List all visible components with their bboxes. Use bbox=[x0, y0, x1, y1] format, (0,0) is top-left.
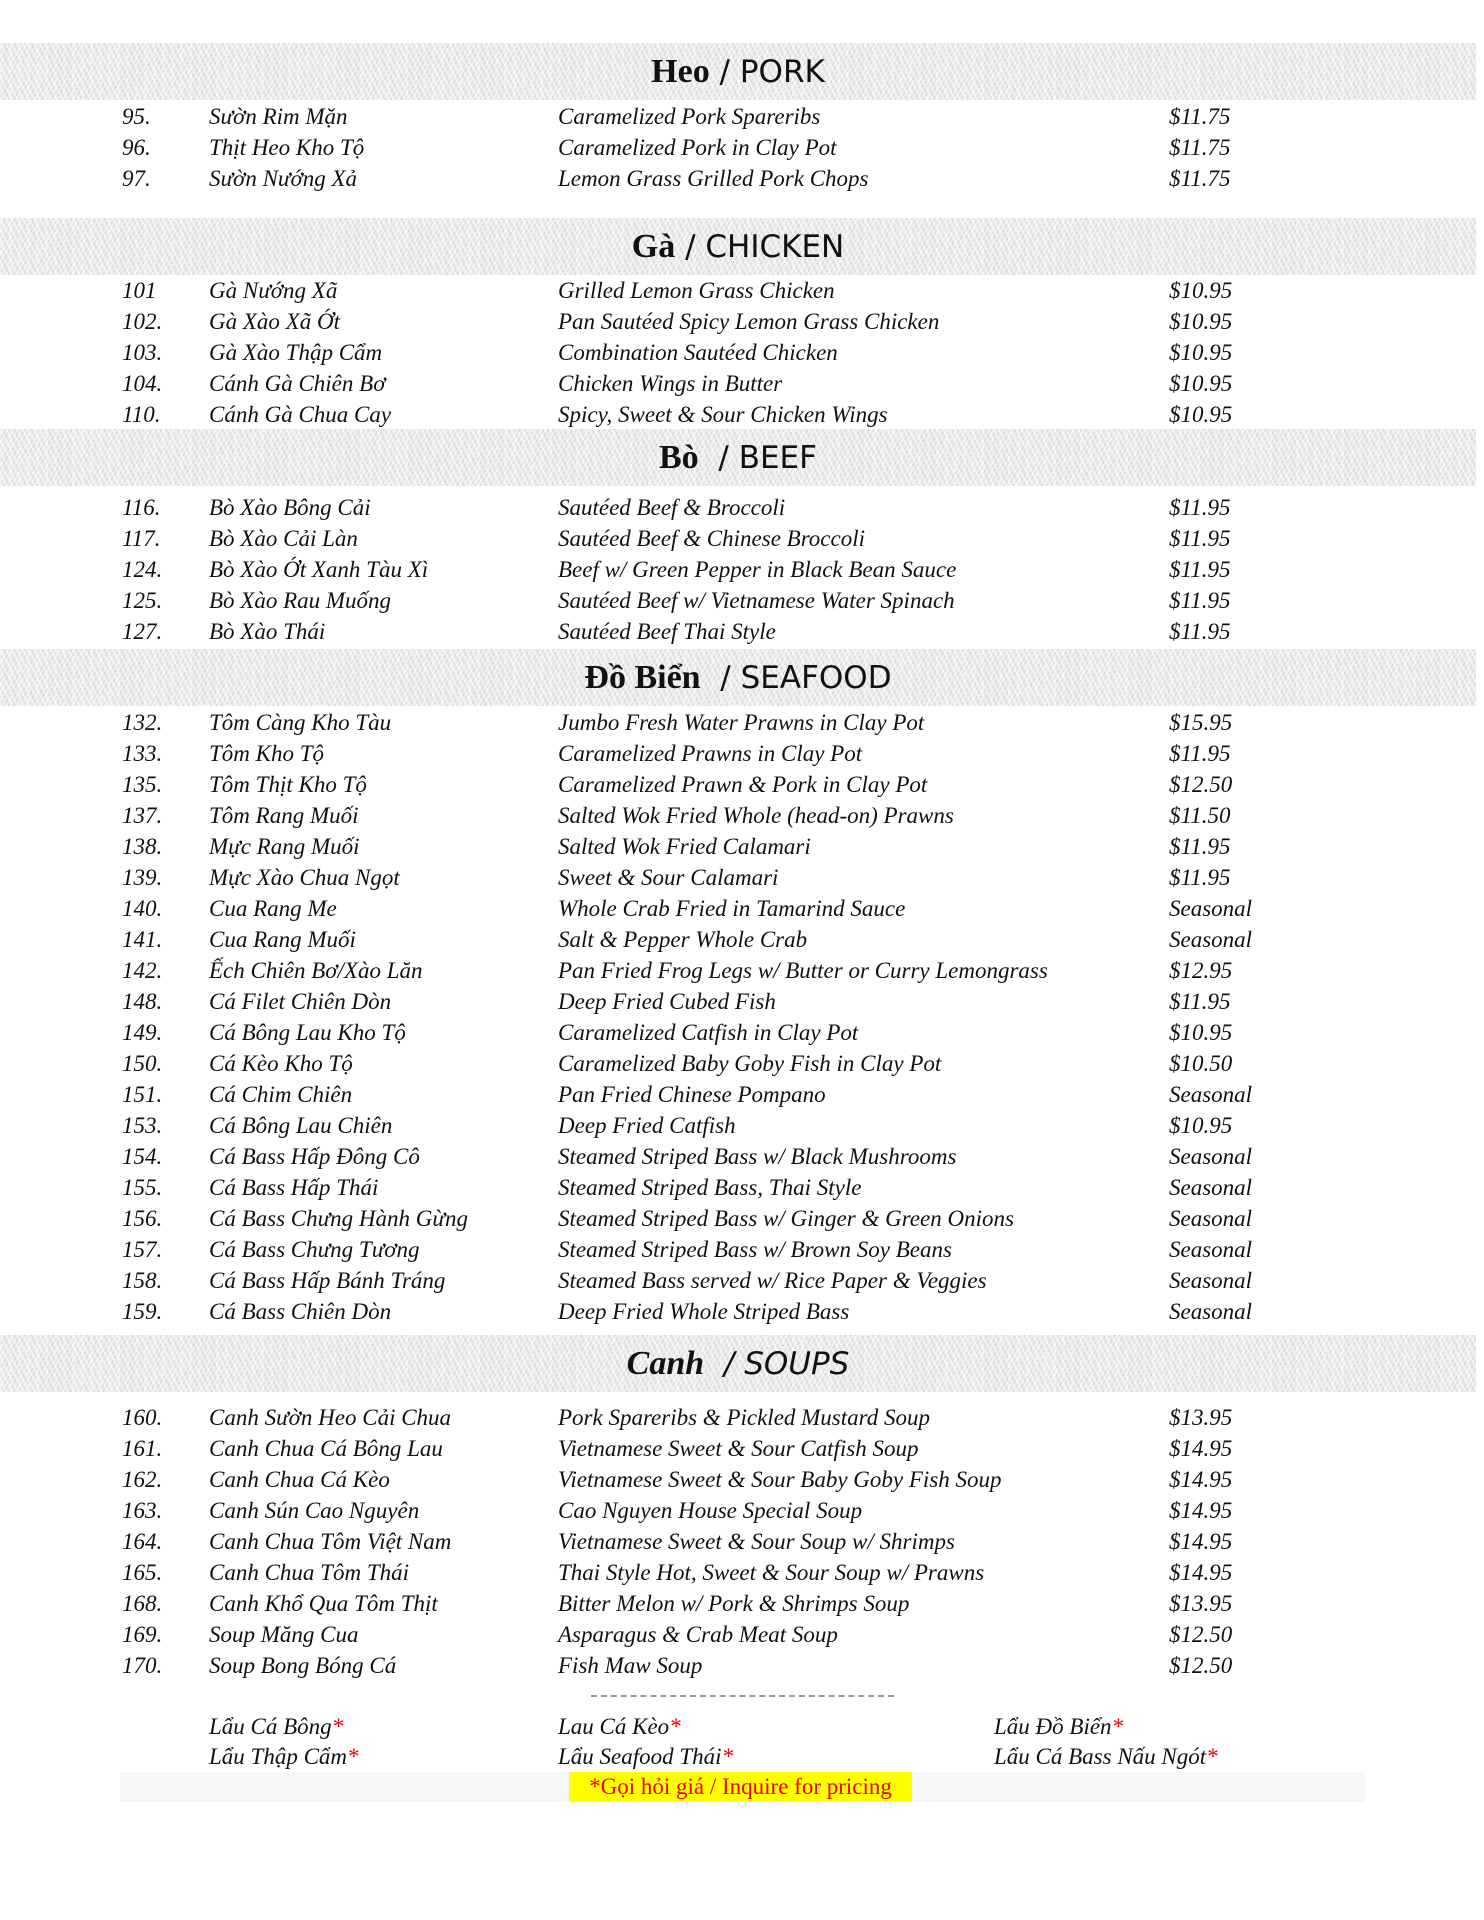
item-number: 125. bbox=[122, 588, 163, 613]
menu-item bbox=[0, 1557, 1484, 1588]
item-name-en: Thai Style Hot, Sweet & Sour Soup w/ Prawns bbox=[558, 1560, 985, 1585]
menu-item bbox=[0, 616, 1484, 647]
asterisk: * bbox=[721, 1744, 734, 1769]
hotpot-item bbox=[994, 1712, 1123, 1742]
item-name-en: Caramelized Pork in Clay Pot bbox=[558, 135, 837, 160]
item-price: $12.50 bbox=[1169, 1653, 1233, 1678]
hotpot-name: Lẩu Cá Bass Nấu Ngót bbox=[994, 1744, 1207, 1769]
menu-item bbox=[0, 399, 1484, 430]
section-title-sep: / bbox=[700, 659, 741, 696]
item-name-vi: Gà Nướng Xã bbox=[209, 278, 338, 303]
item-price: $10.95 bbox=[1169, 1020, 1233, 1045]
item-name-en: Steamed Striped Bass w/ Brown Soy Beans bbox=[558, 1237, 952, 1262]
menu-item bbox=[0, 1650, 1484, 1681]
item-number: 101 bbox=[122, 278, 157, 303]
item-name-vi: Cá Chim Chiên bbox=[209, 1082, 353, 1107]
item-name-en: Whole Crab Fried in Tamarind Sauce bbox=[558, 896, 906, 921]
menu-item bbox=[0, 1464, 1484, 1495]
menu-item bbox=[0, 1079, 1484, 1110]
item-name-en: Spicy, Sweet & Sour Chicken Wings bbox=[558, 402, 888, 427]
item-name-vi: Mực Rang Muối bbox=[209, 834, 360, 859]
menu-item bbox=[0, 707, 1484, 738]
item-name-en: Asparagus & Crab Meat Soup bbox=[558, 1622, 838, 1647]
section-title-vi: Gà bbox=[631, 227, 676, 265]
section-title-vi: Đồ Biển bbox=[584, 658, 701, 696]
item-number: 103. bbox=[122, 340, 163, 365]
item-price: $10.95 bbox=[1169, 371, 1233, 396]
item-price: $12.95 bbox=[1169, 958, 1233, 983]
menu-item bbox=[0, 1265, 1484, 1296]
item-name-vi: Cánh Gà Chua Cay bbox=[209, 402, 392, 427]
menu-item bbox=[0, 337, 1484, 368]
item-name-vi: Gà Xào Xã Ớt bbox=[209, 309, 340, 334]
section-header bbox=[0, 429, 1476, 486]
menu-item bbox=[0, 1172, 1484, 1203]
menu-item bbox=[0, 1588, 1484, 1619]
item-number: 148. bbox=[122, 989, 163, 1014]
item-name-en: Steamed Striped Bass w/ Ginger & Green Onions bbox=[558, 1206, 1014, 1231]
item-price: $12.50 bbox=[1169, 1622, 1233, 1647]
hotpot-item bbox=[209, 1712, 343, 1742]
hotpot-name: Lẩu Cá Bông bbox=[209, 1714, 332, 1739]
item-price: $12.50 bbox=[1169, 772, 1233, 797]
section-header bbox=[0, 649, 1476, 706]
section-title-sep: / bbox=[675, 228, 706, 265]
item-number: 127. bbox=[122, 619, 163, 644]
item-name-en: Bitter Melon w/ Pork & Shrimps Soup bbox=[558, 1591, 910, 1616]
section-items bbox=[0, 275, 1484, 430]
menu-item bbox=[0, 924, 1484, 955]
pricing-note: *Gọi hỏi giá / Inquire for pricing bbox=[569, 1772, 912, 1802]
item-name-vi: Tôm Rang Muối bbox=[209, 803, 359, 828]
section-title-sep: / bbox=[704, 1345, 745, 1382]
item-name-en: Sautéed Beef & Chinese Broccoli bbox=[558, 526, 865, 551]
asterisk: * bbox=[331, 1714, 344, 1739]
menu-item bbox=[0, 1619, 1484, 1650]
asterisk: * bbox=[1206, 1744, 1218, 1769]
item-name-vi: Cá Bông Lau Chiên bbox=[209, 1113, 393, 1138]
item-number: 104. bbox=[122, 371, 163, 396]
item-name-vi: Cá Kèo Kho Tộ bbox=[209, 1051, 353, 1076]
menu-item bbox=[0, 492, 1484, 523]
item-price: Seasonal bbox=[1169, 896, 1253, 921]
item-number: 154. bbox=[122, 1144, 163, 1169]
item-number: 161. bbox=[122, 1436, 163, 1461]
section-header bbox=[0, 218, 1476, 275]
item-name-vi: Ếch Chiên Bơ/Xào Lăn bbox=[209, 958, 423, 983]
hotpot-name: Lẩu Thập Cẩm bbox=[209, 1744, 348, 1769]
item-name-en: Deep Fried Whole Striped Bass bbox=[558, 1299, 850, 1324]
item-name-en: Cao Nguyen House Special Soup bbox=[558, 1498, 863, 1523]
item-number: 102. bbox=[122, 309, 163, 334]
hotpot-name: Lau Cá Kèo bbox=[558, 1714, 670, 1739]
item-number: 164. bbox=[122, 1529, 163, 1554]
item-price: $10.50 bbox=[1169, 1051, 1233, 1076]
menu-item bbox=[0, 893, 1484, 924]
item-price: $14.95 bbox=[1169, 1436, 1233, 1461]
asterisk: * bbox=[1111, 1714, 1124, 1739]
item-number: 158. bbox=[122, 1268, 163, 1293]
item-name-en: Caramelized Catfish in Clay Pot bbox=[558, 1020, 859, 1045]
item-number: 151. bbox=[122, 1082, 163, 1107]
item-number: 162. bbox=[122, 1467, 163, 1492]
menu-item bbox=[0, 1048, 1484, 1079]
item-name-vi: Cua Rang Muối bbox=[209, 927, 356, 952]
item-price: $14.95 bbox=[1169, 1467, 1233, 1492]
divider bbox=[591, 1695, 894, 1697]
item-number: 137. bbox=[122, 803, 163, 828]
section-title-vi: Bò bbox=[659, 438, 699, 476]
item-name-en: Vietnamese Sweet & Sour Catfish Soup bbox=[558, 1436, 919, 1461]
item-price: $13.95 bbox=[1169, 1405, 1233, 1430]
item-price: $11.95 bbox=[1169, 588, 1231, 613]
item-name-en: Caramelized Baby Goby Fish in Clay Pot bbox=[558, 1051, 942, 1076]
item-name-vi: Cá Bass Chưng Tương bbox=[209, 1237, 420, 1262]
item-name-en: Deep Fried Catfish bbox=[558, 1113, 736, 1138]
item-name-en: Sautéed Beef Thai Style bbox=[558, 619, 776, 644]
item-name-en: Pan Fried Frog Legs w/ Butter or Curry Lemongrass bbox=[558, 958, 1048, 983]
item-name-en: Caramelized Prawns in Clay Pot bbox=[558, 741, 863, 766]
item-name-vi: Bò Xào Bông Cải bbox=[209, 495, 371, 520]
menu-item bbox=[0, 1110, 1484, 1141]
item-number: 160. bbox=[122, 1405, 163, 1430]
item-number: 163. bbox=[122, 1498, 163, 1523]
item-name-vi: Canh Chua Tôm Thái bbox=[209, 1560, 410, 1585]
item-name-vi: Bò Xào Cải Làn bbox=[209, 526, 358, 551]
section-items bbox=[0, 101, 1484, 194]
item-name-en: Jumbo Fresh Water Prawns in Clay Pot bbox=[558, 710, 925, 735]
item-name-vi: Gà Xào Thập Cẩm bbox=[209, 340, 383, 365]
item-number: 135. bbox=[122, 772, 163, 797]
item-price: $14.95 bbox=[1169, 1498, 1233, 1523]
item-name-vi: Canh Sún Cao Nguyên bbox=[209, 1498, 420, 1523]
item-number: 133. bbox=[122, 741, 163, 766]
item-name-en: Beef w/ Green Pepper in Black Bean Sauce bbox=[558, 557, 957, 582]
menu-item bbox=[0, 1234, 1484, 1265]
item-name-en: Lemon Grass Grilled Pork Chops bbox=[558, 166, 869, 191]
menu-item bbox=[0, 554, 1484, 585]
menu-item bbox=[0, 986, 1484, 1017]
item-number: 124. bbox=[122, 557, 163, 582]
section-title-en: SOUPS bbox=[744, 1345, 850, 1382]
section-items bbox=[0, 492, 1484, 647]
item-name-vi: Thịt Heo Kho Tộ bbox=[209, 135, 365, 160]
item-price: $10.95 bbox=[1169, 309, 1233, 334]
section-title bbox=[584, 659, 891, 697]
item-name-en: Deep Fried Cubed Fish bbox=[558, 989, 776, 1014]
menu-item bbox=[0, 1402, 1484, 1433]
section-title bbox=[627, 1345, 850, 1383]
item-number: 153. bbox=[122, 1113, 163, 1138]
item-number: 156. bbox=[122, 1206, 163, 1231]
item-name-vi: Sườn Rim Mặn bbox=[209, 104, 348, 129]
item-price: $14.95 bbox=[1169, 1529, 1233, 1554]
item-price: $11.95 bbox=[1169, 557, 1231, 582]
item-number: 110. bbox=[122, 402, 161, 427]
item-number: 97. bbox=[122, 166, 151, 191]
item-name-en: Combination Sautéed Chicken bbox=[558, 340, 838, 365]
item-price: $11.95 bbox=[1169, 526, 1231, 551]
item-name-vi: Canh Chua Tôm Việt Nam bbox=[209, 1529, 452, 1554]
item-name-vi: Bò Xào Thái bbox=[209, 619, 326, 644]
item-name-en: Pan Fried Chinese Pompano bbox=[558, 1082, 826, 1107]
item-number: 96. bbox=[122, 135, 151, 160]
menu-item bbox=[0, 1433, 1484, 1464]
section-title-vi: Canh bbox=[626, 1344, 705, 1382]
item-name-en: Grilled Lemon Grass Chicken bbox=[558, 278, 835, 303]
section-header bbox=[0, 43, 1476, 100]
item-price: $13.95 bbox=[1169, 1591, 1233, 1616]
item-name-vi: Soup Bong Bóng Cá bbox=[209, 1653, 397, 1678]
item-number: 141. bbox=[122, 927, 163, 952]
item-name-en: Salted Wok Fried Calamari bbox=[558, 834, 811, 859]
item-name-vi: Canh Sườn Heo Cải Chua bbox=[209, 1405, 452, 1430]
hotpot-item bbox=[994, 1742, 1218, 1772]
item-price: $11.95 bbox=[1169, 834, 1231, 859]
item-price: Seasonal bbox=[1169, 1175, 1253, 1200]
hotpot-name: Lẩu Seafood Thái bbox=[558, 1744, 722, 1769]
item-price: $11.95 bbox=[1169, 495, 1231, 520]
item-name-en: Sautéed Beef & Broccoli bbox=[558, 495, 786, 520]
item-price: $11.95 bbox=[1169, 741, 1231, 766]
item-name-vi: Mực Xào Chua Ngọt bbox=[209, 865, 400, 890]
item-name-vi: Cá Bass Hấp Thái bbox=[209, 1175, 379, 1200]
item-price: $15.95 bbox=[1169, 710, 1233, 735]
item-name-vi: Bò Xào Rau Muống bbox=[209, 588, 392, 613]
hotpot-item bbox=[558, 1742, 733, 1772]
item-number: 168. bbox=[122, 1591, 163, 1616]
hotpot-item bbox=[209, 1742, 359, 1772]
item-name-vi: Soup Măng Cua bbox=[209, 1622, 359, 1647]
section-items bbox=[0, 707, 1484, 1327]
item-name-en: Steamed Striped Bass, Thai Style bbox=[558, 1175, 862, 1200]
menu-item bbox=[0, 523, 1484, 554]
section-title bbox=[632, 228, 844, 266]
item-number: 170. bbox=[122, 1653, 163, 1678]
item-price: Seasonal bbox=[1169, 1299, 1253, 1324]
item-name-en: Steamed Bass served w/ Rice Paper & Veggies bbox=[558, 1268, 987, 1293]
menu-item bbox=[0, 862, 1484, 893]
item-price: Seasonal bbox=[1169, 927, 1253, 952]
item-price: Seasonal bbox=[1169, 1268, 1253, 1293]
item-name-en: Pan Sautéed Spicy Lemon Grass Chicken bbox=[558, 309, 940, 334]
item-name-vi: Cá Bass Chưng Hành Gừng bbox=[209, 1206, 468, 1231]
item-number: 132. bbox=[122, 710, 163, 735]
item-number: 165. bbox=[122, 1560, 163, 1585]
item-number: 140. bbox=[122, 896, 163, 921]
item-number: 149. bbox=[122, 1020, 163, 1045]
hotpot-name: Lẩu Đồ Biển bbox=[994, 1714, 1112, 1739]
item-name-en: Pork Spareribs & Pickled Mustard Soup bbox=[558, 1405, 930, 1430]
menu-item bbox=[0, 132, 1484, 163]
menu-item bbox=[0, 1296, 1484, 1327]
item-name-vi: Canh Chua Cá Bông Lau bbox=[209, 1436, 443, 1461]
item-name-en: Sautéed Beef w/ Vietnamese Water Spinach bbox=[558, 588, 955, 613]
item-number: 139. bbox=[122, 865, 163, 890]
item-name-vi: Sườn Nướng Xả bbox=[209, 166, 358, 191]
section-title-en: SEAFOOD bbox=[740, 659, 892, 696]
item-name-en: Caramelized Pork Spareribs bbox=[558, 104, 821, 129]
item-number: 169. bbox=[122, 1622, 163, 1647]
item-number: 159. bbox=[122, 1299, 163, 1324]
item-name-vi: Cá Bông Lau Kho Tộ bbox=[209, 1020, 406, 1045]
item-name-vi: Canh Khổ Qua Tôm Thịt bbox=[209, 1591, 438, 1616]
menu-item bbox=[0, 1526, 1484, 1557]
item-price: $11.50 bbox=[1169, 803, 1231, 828]
item-name-vi: Cá Bass Hấp Đông Cô bbox=[209, 1144, 420, 1169]
menu-item bbox=[0, 306, 1484, 337]
item-name-en: Salt & Pepper Whole Crab bbox=[558, 927, 808, 952]
section-header bbox=[0, 1335, 1476, 1392]
asterisk: * bbox=[669, 1714, 681, 1739]
item-price: Seasonal bbox=[1169, 1144, 1253, 1169]
item-name-en: Sweet & Sour Calamari bbox=[558, 865, 779, 890]
section-title-en: BEEF bbox=[738, 439, 817, 476]
item-name-vi: Cá Bass Hấp Bánh Tráng bbox=[209, 1268, 446, 1293]
item-name-vi: Cua Rang Me bbox=[209, 896, 337, 921]
item-name-vi: Bò Xào Ớt Xanh Tàu Xì bbox=[209, 557, 429, 582]
menu-item bbox=[0, 1017, 1484, 1048]
item-number: 157. bbox=[122, 1237, 163, 1262]
item-price: $10.95 bbox=[1169, 402, 1233, 427]
item-price: $11.75 bbox=[1169, 104, 1231, 129]
item-name-vi: Cánh Gà Chiên Bơ bbox=[209, 371, 386, 396]
menu-item bbox=[0, 1495, 1484, 1526]
item-price: $14.95 bbox=[1169, 1560, 1233, 1585]
menu-item bbox=[0, 955, 1484, 986]
menu-item bbox=[0, 738, 1484, 769]
item-price: Seasonal bbox=[1169, 1082, 1253, 1107]
item-name-en: Chicken Wings in Butter bbox=[558, 371, 783, 396]
item-price: $10.95 bbox=[1169, 1113, 1233, 1138]
item-name-en: Salted Wok Fried Whole (head-on) Prawns bbox=[558, 803, 954, 828]
item-price: Seasonal bbox=[1169, 1206, 1253, 1231]
item-name-vi: Tôm Càng Kho Tàu bbox=[209, 710, 392, 735]
section-items bbox=[0, 1402, 1484, 1681]
item-price: $11.95 bbox=[1169, 619, 1231, 644]
item-name-en: Caramelized Prawn & Pork in Clay Pot bbox=[558, 772, 928, 797]
section-title-en: CHICKEN bbox=[705, 228, 845, 265]
section-title-en: PORK bbox=[739, 53, 825, 90]
item-name-en: Vietnamese Sweet & Sour Soup w/ Shrimps bbox=[558, 1529, 955, 1554]
menu-item bbox=[0, 101, 1484, 132]
item-number: 155. bbox=[122, 1175, 163, 1200]
menu-item bbox=[0, 831, 1484, 862]
hotpot-item bbox=[558, 1712, 681, 1742]
item-number: 142. bbox=[122, 958, 163, 983]
item-number: 150. bbox=[122, 1051, 163, 1076]
item-price: $11.75 bbox=[1169, 166, 1231, 191]
section-title-vi: Heo bbox=[651, 52, 710, 90]
section-title bbox=[651, 53, 825, 91]
section-title bbox=[659, 439, 817, 477]
item-name-en: Steamed Striped Bass w/ Black Mushrooms bbox=[558, 1144, 957, 1169]
item-number: 95. bbox=[122, 104, 151, 129]
item-name-vi: Cá Filet Chiên Dòn bbox=[209, 989, 392, 1014]
menu-item bbox=[0, 275, 1484, 306]
item-price: $11.75 bbox=[1169, 135, 1231, 160]
item-price: $10.95 bbox=[1169, 340, 1233, 365]
menu-item bbox=[0, 769, 1484, 800]
menu-item bbox=[0, 163, 1484, 194]
menu-item bbox=[0, 585, 1484, 616]
item-number: 117. bbox=[122, 526, 161, 551]
menu-item bbox=[0, 368, 1484, 399]
menu-item bbox=[0, 1141, 1484, 1172]
section-title-sep: / bbox=[709, 53, 740, 90]
item-name-vi: Cá Bass Chiên Dòn bbox=[209, 1299, 392, 1324]
item-number: 116. bbox=[122, 495, 161, 520]
item-number: 138. bbox=[122, 834, 163, 859]
menu-item bbox=[0, 1203, 1484, 1234]
item-name-vi: Tôm Kho Tộ bbox=[209, 741, 325, 766]
item-price: Seasonal bbox=[1169, 1237, 1253, 1262]
item-name-vi: Tôm Thịt Kho Tộ bbox=[209, 772, 367, 797]
item-price: $11.95 bbox=[1169, 865, 1231, 890]
item-price: $11.95 bbox=[1169, 989, 1231, 1014]
asterisk: * bbox=[347, 1744, 359, 1769]
menu-item bbox=[0, 800, 1484, 831]
section-title-sep: / bbox=[698, 439, 739, 476]
item-name-en: Fish Maw Soup bbox=[558, 1653, 703, 1678]
item-price: $10.95 bbox=[1169, 278, 1233, 303]
item-name-en: Vietnamese Sweet & Sour Baby Goby Fish Soup bbox=[558, 1467, 1002, 1492]
item-name-vi: Canh Chua Cá Kèo bbox=[209, 1467, 390, 1492]
